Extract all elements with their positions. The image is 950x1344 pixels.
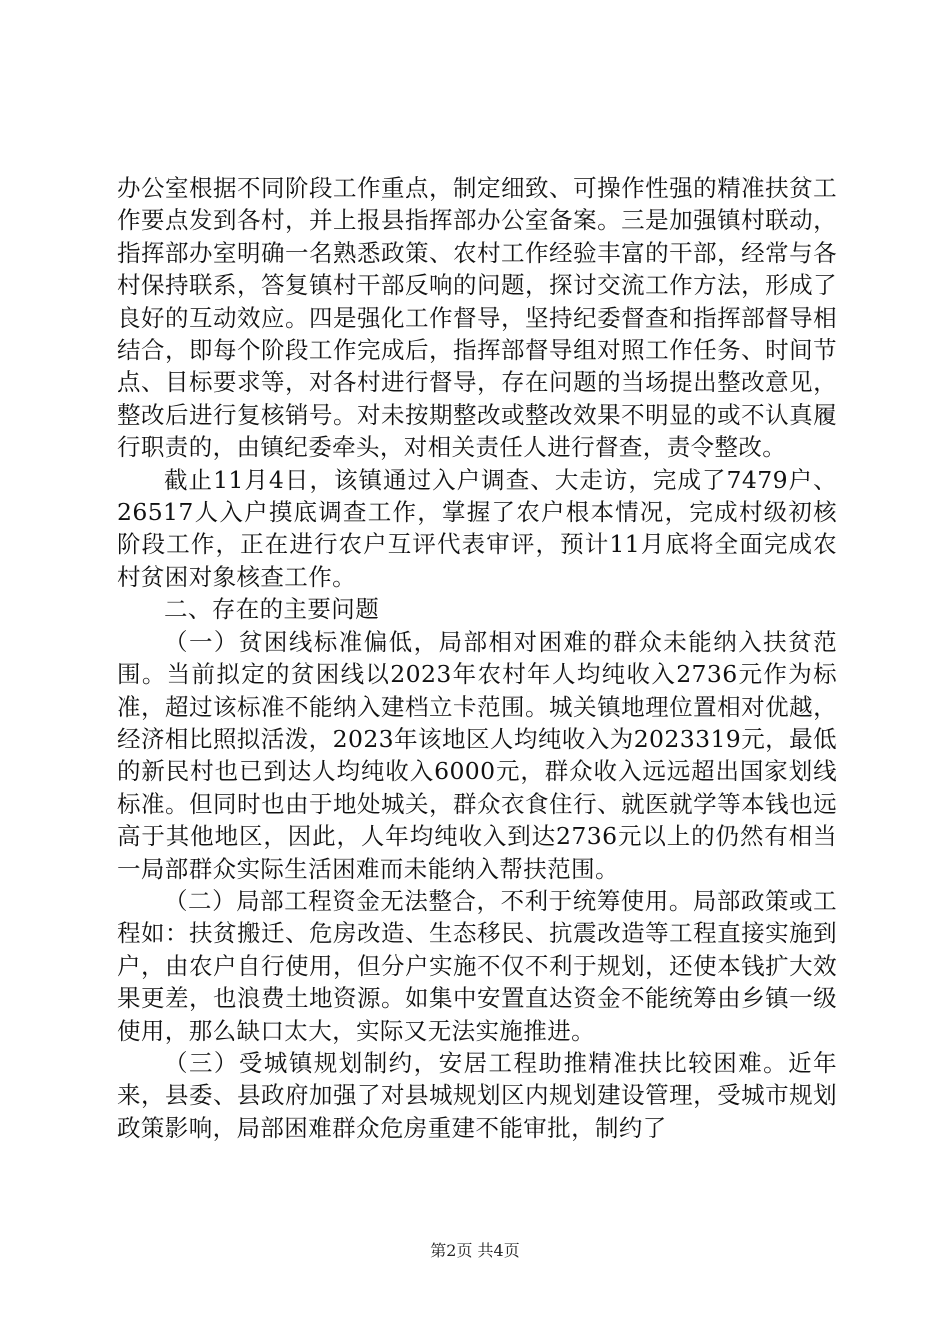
page-footer: 第2页 共4页 — [430, 1241, 520, 1260]
document-body — [117, 172, 837, 1144]
paragraph-continuation: 办公室根据不同阶段工作重点，制定细致、可操作性强的精准扶贫工作要点发到各村，并上报县指挥部办公室备案。三是加强镇村联动，指挥部办室明确一名熟悉政策、农村工作经验丰富的干部，经常与各村保持联系，答复镇村干部反响的问题，探讨交流工作方法，形成了良好的互动效应。四是强化工作督导，坚持纪委督查和指挥部督导相结合，即每个阶段工作完成后，指挥部督导组对照工作任务、时间节点、目标要求等，对各村进行督导，存在问题的当场提出整改意见，整改后进行复核销号。对未按期整改或整改效果不明显的或不认真履行职责的，由镇纪委牵头，对相关责任人进行督查，责令整改。 — [117, 174, 837, 462]
section-heading-problems: 二、存在的主要问题 — [164, 595, 380, 624]
paragraph-problem-3: （三）受城镇规划制约，安居工程助推精准扶比较困难。近年来，县委、县政府加强了对县城规划区内规划建设管理，受城市规划政策影响，局部困难群众危房重建不能审批，制约了 — [117, 1048, 837, 1142]
paragraph-problem-1: （一）贫困线标准偏低，局部相对困难的群众未能纳入扶贫范围。当前拟定的贫困线以2023年农村年人均纯收入2736元作为标准，超过该标准不能纳入建档立卡范围。城关镇地理位置相对优越，经济相比照拟活泼，2023年该地区人均纯收入为2023319元，最低的新民村也已到达人均纯收入6000元，群众收入远远超出国家划线标准。但同时也由于地处城关，群众衣食住行、就医就学等本钱也远高于其他地区，因此，人年均纯收入到达2736元以上的仍然有相当一局部群众实际生活困难而未能纳入帮扶范围。 — [117, 627, 837, 883]
paragraph-progress-summary: 截止11月4日，该镇通过入户调查、大走访，完成了7479户、26517人入户摸底调查工作，掌握了农户根本情况，完成村级初核阶段工作，正在进行农户互评代表审评，预计11月底将全面完成农村贫困对象核查工作。 — [117, 465, 837, 591]
paragraph-problem-2: （二）局部工程资金无法整合，不利于统筹使用。局部政策或工程如：扶贫搬迁、危房改造、生态移民、抗震改造等工程直接实施到户，由农户自行使用，但分户实施不仅不利于规划，还使本钱扩大效果更差，也浪费土地资源。如集中安置直达资金不能统筹由乡镇一级使用，那么缺口太大，实际又无法实施推进。 — [117, 886, 837, 1045]
